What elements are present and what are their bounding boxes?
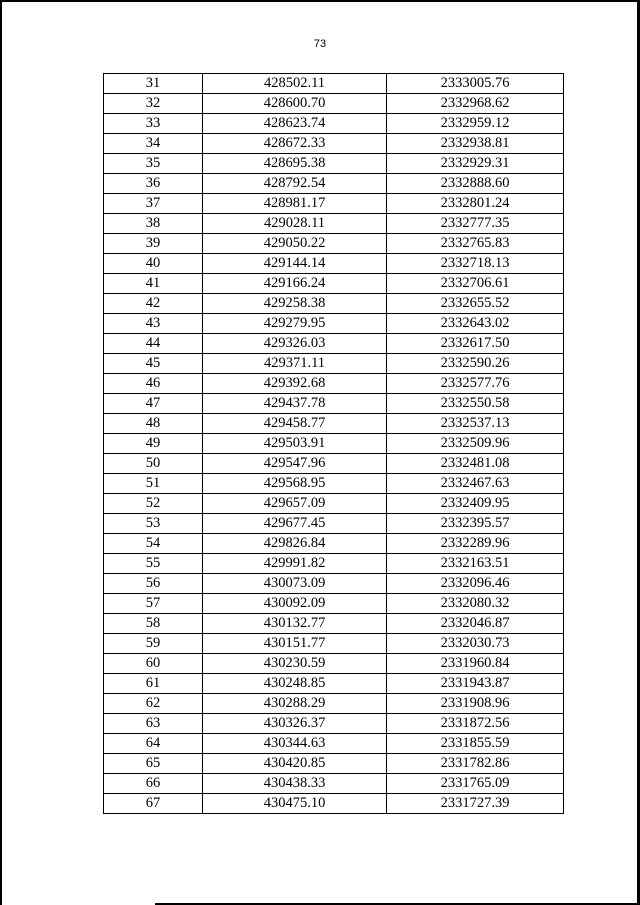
point-number-cell: 64 — [104, 734, 203, 754]
y-coordinate-cell: 2332409.95 — [387, 494, 564, 514]
x-coordinate-cell: 430092.09 — [203, 594, 387, 614]
table-row — [104, 154, 564, 174]
x-coordinate-cell: 429258.38 — [203, 294, 387, 314]
y-coordinate-cell: 2332550.58 — [387, 394, 564, 414]
point-number-cell: 57 — [104, 594, 203, 614]
table-row — [104, 494, 564, 514]
x-coordinate-cell: 428502.11 — [203, 74, 387, 94]
y-coordinate-cell: 2332481.08 — [387, 454, 564, 474]
point-number-cell: 38 — [104, 214, 203, 234]
table-row — [104, 634, 564, 654]
point-number-cell: 65 — [104, 754, 203, 774]
point-number-cell: 34 — [104, 134, 203, 154]
y-coordinate-cell: 2332163.51 — [387, 554, 564, 574]
point-number-cell: 35 — [104, 154, 203, 174]
x-coordinate-cell: 429677.45 — [203, 514, 387, 534]
table-row — [104, 794, 564, 814]
y-coordinate-cell: 2331908.96 — [387, 694, 564, 714]
point-number-cell: 46 — [104, 374, 203, 394]
point-number-cell: 36 — [104, 174, 203, 194]
point-number-cell: 45 — [104, 354, 203, 374]
point-number-cell: 59 — [104, 634, 203, 654]
y-coordinate-cell: 2332577.76 — [387, 374, 564, 394]
table-row — [104, 274, 564, 294]
point-number-cell: 66 — [104, 774, 203, 794]
point-number-cell: 48 — [104, 414, 203, 434]
x-coordinate-cell: 430420.85 — [203, 754, 387, 774]
scan-edge-left — [0, 0, 2, 905]
x-coordinate-cell: 430230.59 — [203, 654, 387, 674]
table-row — [104, 134, 564, 154]
table-row — [104, 394, 564, 414]
x-coordinate-cell: 429028.11 — [203, 214, 387, 234]
point-number-cell: 58 — [104, 614, 203, 634]
point-number-cell: 53 — [104, 514, 203, 534]
table-row — [104, 574, 564, 594]
x-coordinate-cell: 429437.78 — [203, 394, 387, 414]
y-coordinate-cell: 2332801.24 — [387, 194, 564, 214]
y-coordinate-cell: 2333005.76 — [387, 74, 564, 94]
scan-edge-top — [0, 0, 640, 2]
point-number-cell: 56 — [104, 574, 203, 594]
y-coordinate-cell: 2332643.02 — [387, 314, 564, 334]
y-coordinate-cell: 2332046.87 — [387, 614, 564, 634]
x-coordinate-cell: 428623.74 — [203, 114, 387, 134]
table-row — [104, 514, 564, 534]
coordinate-table — [103, 73, 564, 814]
point-number-cell: 39 — [104, 234, 203, 254]
y-coordinate-cell: 2332395.57 — [387, 514, 564, 534]
table-row — [104, 114, 564, 134]
point-number-cell: 32 — [104, 94, 203, 114]
table-row — [104, 754, 564, 774]
table-row — [104, 454, 564, 474]
table-row — [104, 434, 564, 454]
point-number-cell: 47 — [104, 394, 203, 414]
y-coordinate-cell: 2332706.61 — [387, 274, 564, 294]
x-coordinate-cell: 430288.29 — [203, 694, 387, 714]
x-coordinate-cell: 429326.03 — [203, 334, 387, 354]
point-number-cell: 40 — [104, 254, 203, 274]
x-coordinate-cell: 430248.85 — [203, 674, 387, 694]
point-number-cell: 51 — [104, 474, 203, 494]
point-number-cell: 60 — [104, 654, 203, 674]
point-number-cell: 52 — [104, 494, 203, 514]
x-coordinate-cell: 429568.95 — [203, 474, 387, 494]
point-number-cell: 49 — [104, 434, 203, 454]
table-row — [104, 174, 564, 194]
x-coordinate-cell: 429166.24 — [203, 274, 387, 294]
table-row — [104, 294, 564, 314]
table-row — [104, 554, 564, 574]
table-row — [104, 614, 564, 634]
table-row — [104, 534, 564, 554]
point-number-cell: 67 — [104, 794, 203, 814]
point-number-cell: 44 — [104, 334, 203, 354]
point-number-cell: 62 — [104, 694, 203, 714]
table-row — [104, 654, 564, 674]
y-coordinate-cell: 2332590.26 — [387, 354, 564, 374]
x-coordinate-cell: 428695.38 — [203, 154, 387, 174]
x-coordinate-cell: 430073.09 — [203, 574, 387, 594]
x-coordinate-cell: 429371.11 — [203, 354, 387, 374]
y-coordinate-cell: 2332030.73 — [387, 634, 564, 654]
y-coordinate-cell: 2332718.13 — [387, 254, 564, 274]
y-coordinate-cell: 2331782.86 — [387, 754, 564, 774]
x-coordinate-cell: 429503.91 — [203, 434, 387, 454]
y-coordinate-cell: 2331855.59 — [387, 734, 564, 754]
y-coordinate-cell: 2332777.35 — [387, 214, 564, 234]
table-row — [104, 334, 564, 354]
y-coordinate-cell: 2332289.96 — [387, 534, 564, 554]
table-row — [104, 74, 564, 94]
y-coordinate-cell: 2332959.12 — [387, 114, 564, 134]
x-coordinate-cell: 430438.33 — [203, 774, 387, 794]
point-number-cell: 31 — [104, 74, 203, 94]
point-number-cell: 55 — [104, 554, 203, 574]
table-row — [104, 234, 564, 254]
table-row — [104, 94, 564, 114]
y-coordinate-cell: 2332888.60 — [387, 174, 564, 194]
table-row — [104, 354, 564, 374]
table-row — [104, 194, 564, 214]
x-coordinate-cell: 429657.09 — [203, 494, 387, 514]
y-coordinate-cell: 2331765.09 — [387, 774, 564, 794]
table-row — [104, 774, 564, 794]
table-row — [104, 674, 564, 694]
y-coordinate-cell: 2332509.96 — [387, 434, 564, 454]
table-row — [104, 594, 564, 614]
x-coordinate-cell: 429547.96 — [203, 454, 387, 474]
table-row — [104, 314, 564, 334]
x-coordinate-cell: 430344.63 — [203, 734, 387, 754]
x-coordinate-cell: 428600.70 — [203, 94, 387, 114]
table-row — [104, 414, 564, 434]
y-coordinate-cell: 2331943.87 — [387, 674, 564, 694]
x-coordinate-cell: 430326.37 — [203, 714, 387, 734]
x-coordinate-cell: 430151.77 — [203, 634, 387, 654]
page-number: 73 — [313, 38, 327, 50]
table-row — [104, 694, 564, 714]
y-coordinate-cell: 2332968.62 — [387, 94, 564, 114]
y-coordinate-cell: 2332938.81 — [387, 134, 564, 154]
table-row — [104, 714, 564, 734]
point-number-cell: 61 — [104, 674, 203, 694]
y-coordinate-cell: 2332765.83 — [387, 234, 564, 254]
table-row — [104, 254, 564, 274]
x-coordinate-cell: 430475.10 — [203, 794, 387, 814]
y-coordinate-cell: 2332080.32 — [387, 594, 564, 614]
x-coordinate-cell: 428981.17 — [203, 194, 387, 214]
y-coordinate-cell: 2332617.50 — [387, 334, 564, 354]
x-coordinate-cell: 429392.68 — [203, 374, 387, 394]
point-number-cell: 50 — [104, 454, 203, 474]
point-number-cell: 54 — [104, 534, 203, 554]
table-row — [104, 214, 564, 234]
x-coordinate-cell: 430132.77 — [203, 614, 387, 634]
y-coordinate-cell: 2332929.31 — [387, 154, 564, 174]
x-coordinate-cell: 429144.14 — [203, 254, 387, 274]
x-coordinate-cell: 429279.95 — [203, 314, 387, 334]
point-number-cell: 37 — [104, 194, 203, 214]
x-coordinate-cell: 428792.54 — [203, 174, 387, 194]
point-number-cell: 43 — [104, 314, 203, 334]
y-coordinate-cell: 2331960.84 — [387, 654, 564, 674]
point-number-cell: 63 — [104, 714, 203, 734]
point-number-cell: 41 — [104, 274, 203, 294]
table-row — [104, 374, 564, 394]
x-coordinate-cell: 429458.77 — [203, 414, 387, 434]
y-coordinate-cell: 2332655.52 — [387, 294, 564, 314]
x-coordinate-cell: 428672.33 — [203, 134, 387, 154]
y-coordinate-cell: 2332467.63 — [387, 474, 564, 494]
x-coordinate-cell: 429050.22 — [203, 234, 387, 254]
point-number-cell: 42 — [104, 294, 203, 314]
y-coordinate-cell: 2332096.46 — [387, 574, 564, 594]
point-number-cell: 33 — [104, 114, 203, 134]
y-coordinate-cell: 2331727.39 — [387, 794, 564, 814]
table-row — [104, 734, 564, 754]
coordinate-table-body — [104, 74, 564, 814]
table-row — [104, 474, 564, 494]
x-coordinate-cell: 429826.84 — [203, 534, 387, 554]
y-coordinate-cell: 2331872.56 — [387, 714, 564, 734]
y-coordinate-cell: 2332537.13 — [387, 414, 564, 434]
x-coordinate-cell: 429991.82 — [203, 554, 387, 574]
